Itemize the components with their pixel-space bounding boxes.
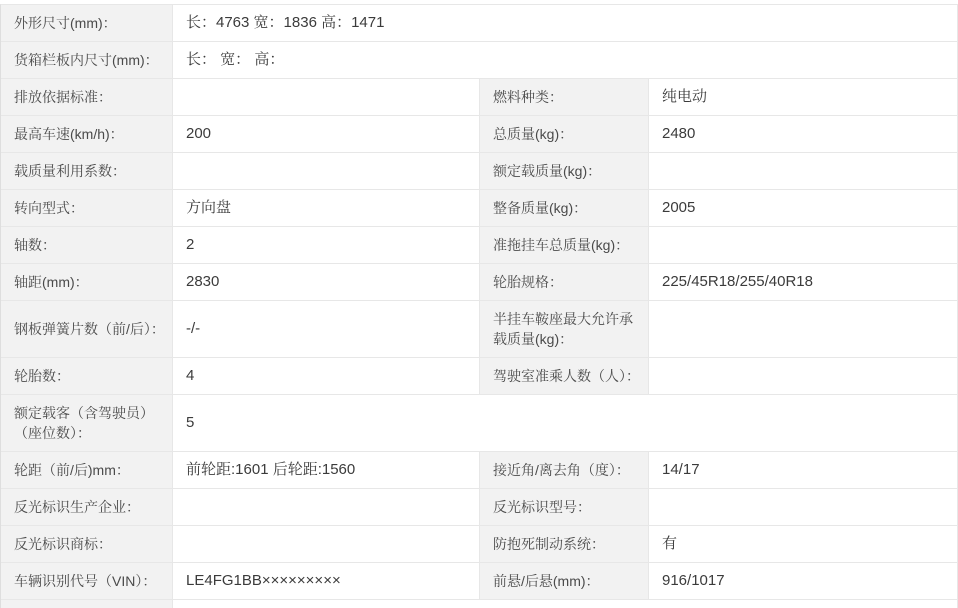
table-row bbox=[1, 5, 958, 42]
spec-value: -/- bbox=[173, 301, 480, 358]
spec-label: 货箱栏板内尺寸(mm)： bbox=[1, 42, 173, 79]
spec-label: 转向型式： bbox=[1, 190, 173, 227]
spec-label: 反光标识型号： bbox=[480, 489, 649, 526]
spec-label: 反光标识商标： bbox=[1, 526, 173, 563]
table-row bbox=[1, 227, 958, 264]
spec-value: 2830 bbox=[173, 264, 480, 301]
spec-value bbox=[173, 153, 480, 190]
spec-label: 外形尺寸(mm)： bbox=[1, 5, 173, 42]
spec-value: 有 bbox=[649, 526, 958, 563]
spec-label: 总质量(kg)： bbox=[480, 116, 649, 153]
spec-table-body bbox=[1, 5, 958, 608]
spec-value: 4 bbox=[173, 358, 480, 395]
spec-label: 额定载客（含驾驶员）（座位数）： bbox=[1, 395, 173, 452]
spec-value: 长： 宽： 高： bbox=[173, 42, 958, 79]
spec-label: 轮胎数： bbox=[1, 358, 173, 395]
table-row bbox=[1, 395, 958, 452]
spec-value bbox=[173, 79, 480, 116]
table-row bbox=[1, 42, 958, 79]
spec-value: 916/1017 bbox=[649, 563, 958, 600]
spec-value bbox=[173, 489, 480, 526]
table-row bbox=[1, 563, 958, 600]
spec-label: 载质量利用系数： bbox=[1, 153, 173, 190]
table-row bbox=[1, 489, 958, 526]
table-row bbox=[1, 116, 958, 153]
spec-value: 225/45R18/255/40R18 bbox=[649, 264, 958, 301]
table-row bbox=[1, 526, 958, 563]
spec-label: 驾驶室准乘人数（人）： bbox=[480, 358, 649, 395]
spec-value: 2480 bbox=[649, 116, 958, 153]
spec-label: 轴数： bbox=[1, 227, 173, 264]
table-row bbox=[1, 301, 958, 358]
table-row bbox=[1, 358, 958, 395]
spec-value: 前轮距:1601 后轮距:1560 bbox=[173, 452, 480, 489]
table-row bbox=[1, 264, 958, 301]
table-row bbox=[1, 79, 958, 116]
spec-label: 轮胎规格： bbox=[480, 264, 649, 301]
spec-label: 排放依据标准： bbox=[1, 79, 173, 116]
spec-value: 2 bbox=[173, 227, 480, 264]
spec-value: 5 bbox=[173, 395, 958, 452]
spec-value: 方向盘 bbox=[173, 190, 480, 227]
spec-value bbox=[649, 227, 958, 264]
spec-value: 2005 bbox=[649, 190, 958, 227]
spec-label: 前悬/后悬(mm)： bbox=[480, 563, 649, 600]
spec-value bbox=[649, 489, 958, 526]
spec-value: 14/17 bbox=[649, 452, 958, 489]
spec-label: 最高车速(km/h)： bbox=[1, 116, 173, 153]
spec-label: 燃料种类： bbox=[480, 79, 649, 116]
spec-label: 接近角/离去角（度）： bbox=[480, 452, 649, 489]
spec-value bbox=[649, 358, 958, 395]
spec-label: 准拖挂车总质量(kg)： bbox=[480, 227, 649, 264]
spec-value: 200 bbox=[173, 116, 480, 153]
spec-value bbox=[173, 526, 480, 563]
spec-label: 轴距(mm)： bbox=[1, 264, 173, 301]
spec-label bbox=[1, 600, 173, 608]
table-row bbox=[1, 452, 958, 489]
spec-value: LE4FG1BB××××××××× bbox=[173, 563, 480, 600]
spec-value bbox=[649, 301, 958, 358]
spec-label: 防抱死制动系统： bbox=[480, 526, 649, 563]
spec-label: 整备质量(kg)： bbox=[480, 190, 649, 227]
spec-label: 钢板弹簧片数（前/后）： bbox=[1, 301, 173, 358]
vehicle-specification-table bbox=[0, 4, 958, 608]
spec-label: 反光标识生产企业： bbox=[1, 489, 173, 526]
spec-label: 额定载质量(kg)： bbox=[480, 153, 649, 190]
table-row bbox=[1, 153, 958, 190]
spec-label: 轮距（前/后)mm： bbox=[1, 452, 173, 489]
table-row bbox=[1, 190, 958, 227]
spec-value bbox=[649, 153, 958, 190]
spec-label: 车辆识别代号（VIN）： bbox=[1, 563, 173, 600]
spec-label: 半挂车鞍座最大允许承载质量(kg)： bbox=[480, 301, 649, 358]
spec-value: 纯电动 bbox=[649, 79, 958, 116]
spec-value: 长：4763 宽：1836 高：1471 bbox=[173, 5, 958, 42]
spec-value bbox=[173, 600, 958, 608]
table-row-clipped bbox=[1, 600, 958, 608]
